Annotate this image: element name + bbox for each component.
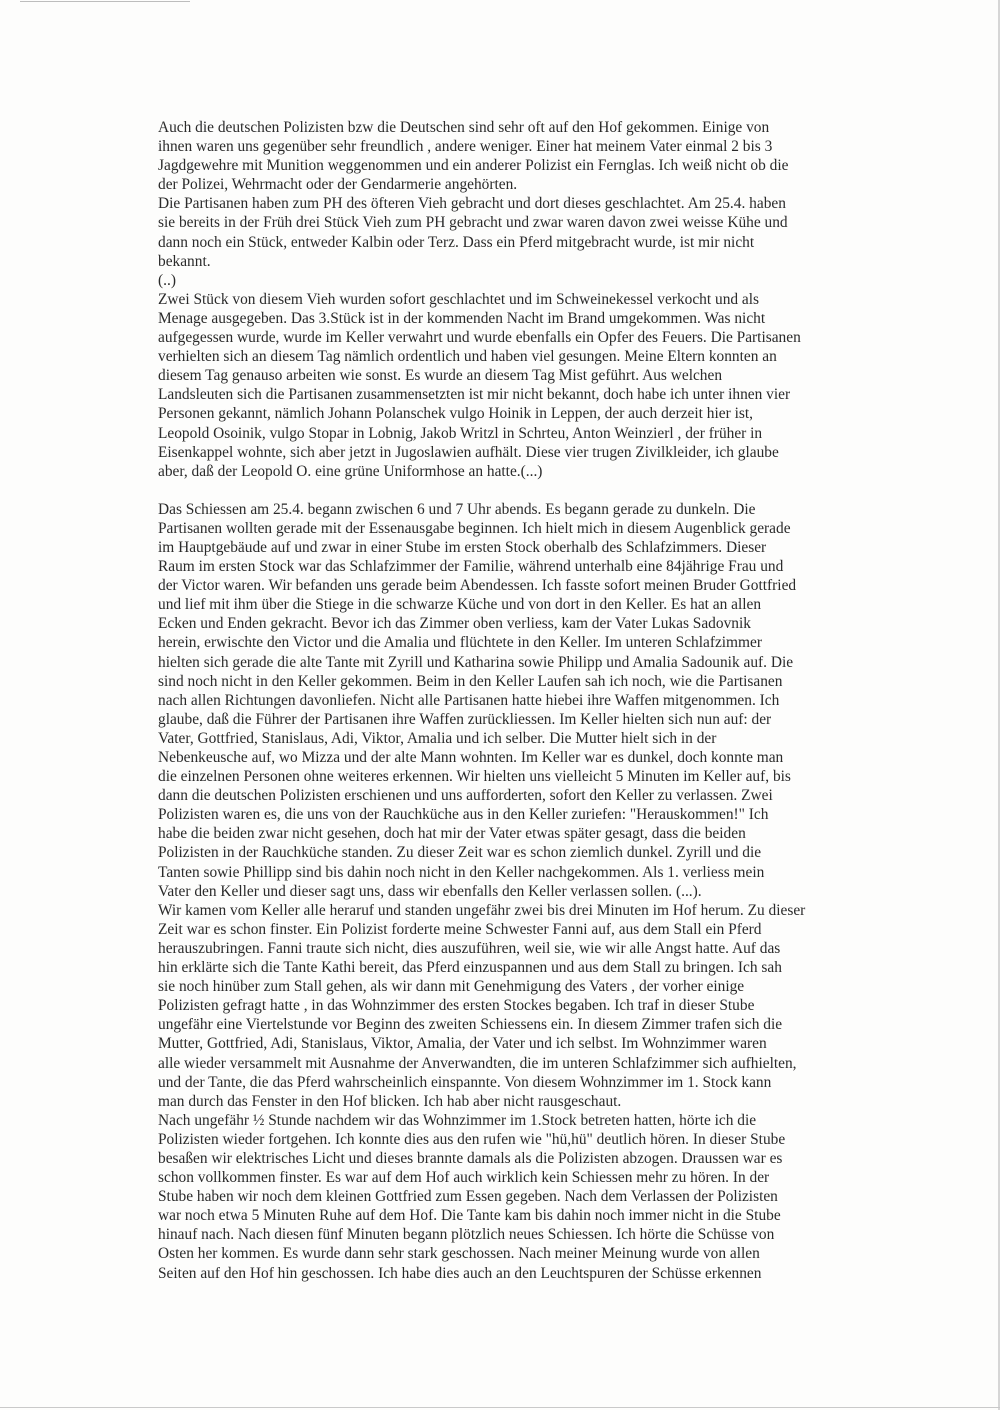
paragraph-leaving-cellar: Wir kamen vom Keller alle heraruf und standen ungefähr zwei bis drei Minuten im Hof herum. Zu dieser Zeit war es schon finster. Ein Polizist forderte meine Schwester Fanni auf, aus dem Stall ein Pferd herauszubringen. Fanni traute sich nicht, dies auszuführen, weil sie, wie wir alle Angst hatte. Auf das hin erklärte sich die Tante Kathi bereit, das Pferd einzuspannen und aus dem Stall zu bringen. Ich sah sie noch hinüber zum Stall gehen, als wir dann mit Genehmigung des Vaters , der vorher einige Polizisten gefragt hatte , in das Wohnzimmer des ersten Stockes begaben. Ich traf in dieser Stube ungefähr eine Viertelstunde vor Beginn des zweiten Schiessens ein. In diesem Zimmer trafen sich die Mutter, Gottfried, Adi, Stanislaus, Viktor, Amalia, der Vater und ich selbst. Im Wohnzimmer waren alle wieder versammelt mit Ausnahme der Anverwandten, die im unteren Schlafzimmer sich aufhielten, und der Tante, die das Pferd wahrscheinlich einspannte. Von diesem Wohnzimmer im 1. Stock kann man durch das Fenster in den Hof blicken. Ich hab aber nicht rausgeschaut. — [158, 901, 806, 1110]
scan-artifact-top-line — [20, 1, 190, 2]
paragraph-slaughter-and-partisans: Zwei Stück von diesem Vieh wurden sofort geschlachtet und im Schweinekessel verkocht und als Menage ausgegeben. Das 3.Stück ist in der kommenden Nacht im Brand umgekommen. Was nicht aufgegessen wurde, wurde im Keller verwahrt und wurde ebenfalls ein Opfer des Feuers. Die Partisanen verhielten sich an diesem Tag nämlich ordentlich und haben viel gesungen. Meine Eltern konnten an diesem Tag genauso arbeiten wie sonst. Es wurde an diesem Tag Mist geführt. Aus welchen Landsleuten sich die Partisanen zusammensetzten ist mir nicht bekannt, doch habe ich unter ihnen vier Personen gekannt, nämlich Johann Polanschek vulgo Hoinik in Leppen, der auch derzeit hier ist, Leopold Osoinik, vulgo Stopar in Lobnig, Jakob Writzl in Schrteu, Anton Weinzierl , der früher in Eisenkappel wohnte, sich aber jetzt in Jugoslawien aufhält. Diese vier trugen Zivilkleider, ich glaube aber, daß der Leopold O. eine grüne Uniformhose an hatte.(...) — [158, 290, 801, 480]
document-body — [158, 118, 858, 1283]
scan-artifact-bottom-line — [0, 1407, 1000, 1408]
paragraph-shooting-begins: Das Schiessen am 25.4. begann zwischen 6 und 7 Uhr abends. Es begann gerade zu dunkeln. Die Partisanen wollten gerade mit der Essenausgabe beginnen. Ich hielt mich in diesem Augenblick gerade im Hauptgebäude auf und zwar in einer Stube im ersten Stock oberhalb des Schlafzimmers. Dieser Raum im ersten Stock war das Schlafzimmer der Familie, während unterhalb eine 84jährige Frau und der Victor waren. Wir befanden uns gerade beim Abendessen. Ich fasste sofort meinen Bruder Gottfried und lief mit ihm über die Stiege in die schwarze Küche und von dort in den Keller. Es hat an allen Ecken und Enden gekracht. Bevor ich das Zimmer oben verliess, kam der Vater Lukas Sadovnik herein, erwischte den Victor und die Amalia und flüchtete in den Keller. Im unteren Schlafzimmer hielten sich gerade die alte Tante mit Zyrill und Katharina sowie Philipp und Amalia Sadounik auf. Die sind noch nicht in den Keller gekommen. Beim in den Keller Laufen sah ich noch, wie die Partisanen nach allen Richtungen davonliefen. Nicht alle Partisanen hatte hiebei ihre Waffen mitgenommen. Ich glaube, daß die Führer der Partisanen ihre Waffen zurückliessen. Im Keller hielten sich nun auf: der Vater, Gottfried, Stanislaus, Adi, Viktor, Amalia und ich selber. Die Mutter hielt sich in der Nebenkeusche auf, wo Mizza und der alte Mann wohnten. Im Keller war es dunkel, doch konnte man die einzelnen Personen ohne weiteres erkennen. Wir hielten uns vielleicht 5 Minuten im Keller auf, bis dann die deutschen Polizisten erschienen und uns aufforderten, sofort den Keller zu verlassen. Zwei Polizisten waren es, die uns von der Rauchküche aus in den Keller zuriefen: "Herauskommen!" Ich habe die beiden zwar nicht gesehen, doch hat mir der Vater etwas später gesagt, dass die beiden Polizisten in der Rauchküche standen. Zu dieser Zeit war es schon ziemlich dunkel. Zyrill und die Tanten sowie Phillipp sind bis dahin noch nicht in den Keller nachgekommen. Als 1. verliess mein Vater den Keller und dieser sagt uns, dass wir ebenfalls den Keller verlassen sollen. (...). — [158, 500, 797, 900]
paragraph-gap — [158, 481, 858, 500]
paragraph-ellipsis: (..) — [158, 271, 176, 289]
paragraph-police-visits: Auch die deutschen Polizisten bzw die Deutschen sind sehr oft auf den Hof gekommen. Einige von ihnen waren uns gegenüber sehr freundlich , andere weniger. Einer hat meinem Vater einmal 2 bis 3 Jagdgewehre mit Munition weggenommen und ein anderer Polizist ein Fernglas. Ich weiß nicht ob die der Polizei, Wehrmacht oder der Gendarmerie angehörten. — [158, 119, 789, 194]
paragraph-second-shooting: Nach ungefähr ½ Stunde nachdem wir das Wohnzimmer im 1.Stock betreten hatten, hörte ich die Polizisten wieder fortgehen. Ich konnte dies aus den rufen wie "hü,hü" deutlich hören. In dieser Stube besaßen wir elektrisches Licht und dieses brannte damals als die Polizisten abzogen. Draussen war es schon vollkommen finster. Es war auf dem Hof auch wirklich kein Schiessen mehr zu hören. In der Stube haben wir noch dem kleinen Gottfried zum Essen gegeben. Nach dem Verlassen der Polizisten war noch etwa 5 Minuten Ruhe auf dem Hof. Die Tante kam bis dahin noch immer nicht in die Stube hinauf nach. Nach diesen fünf Minuten begann plötzlich neues Schiessen. Ich hörte die Schüsse von Osten her kommen. Es wurde dann sehr stark geschossen. Nach meiner Meinung wurde von allen Seiten auf den Hof hin geschossen. Ich habe dies auch an den Leuchtspuren der Schüsse erkennen — [158, 1111, 786, 1282]
paragraph-partisans-cattle: Die Partisanen haben zum PH des öfteren Vieh gebracht und dort dieses geschlachtet. Am 25.4. haben sie bereits in der Früh drei Stück Vieh zum PH gebracht und zwar waren davon zwei weisse Kühe und dann noch ein Stück, entweder Kalbin oder Terz. Dass ein Pferd mitgebracht wurde, ist mir nicht bekannt. — [158, 195, 788, 270]
